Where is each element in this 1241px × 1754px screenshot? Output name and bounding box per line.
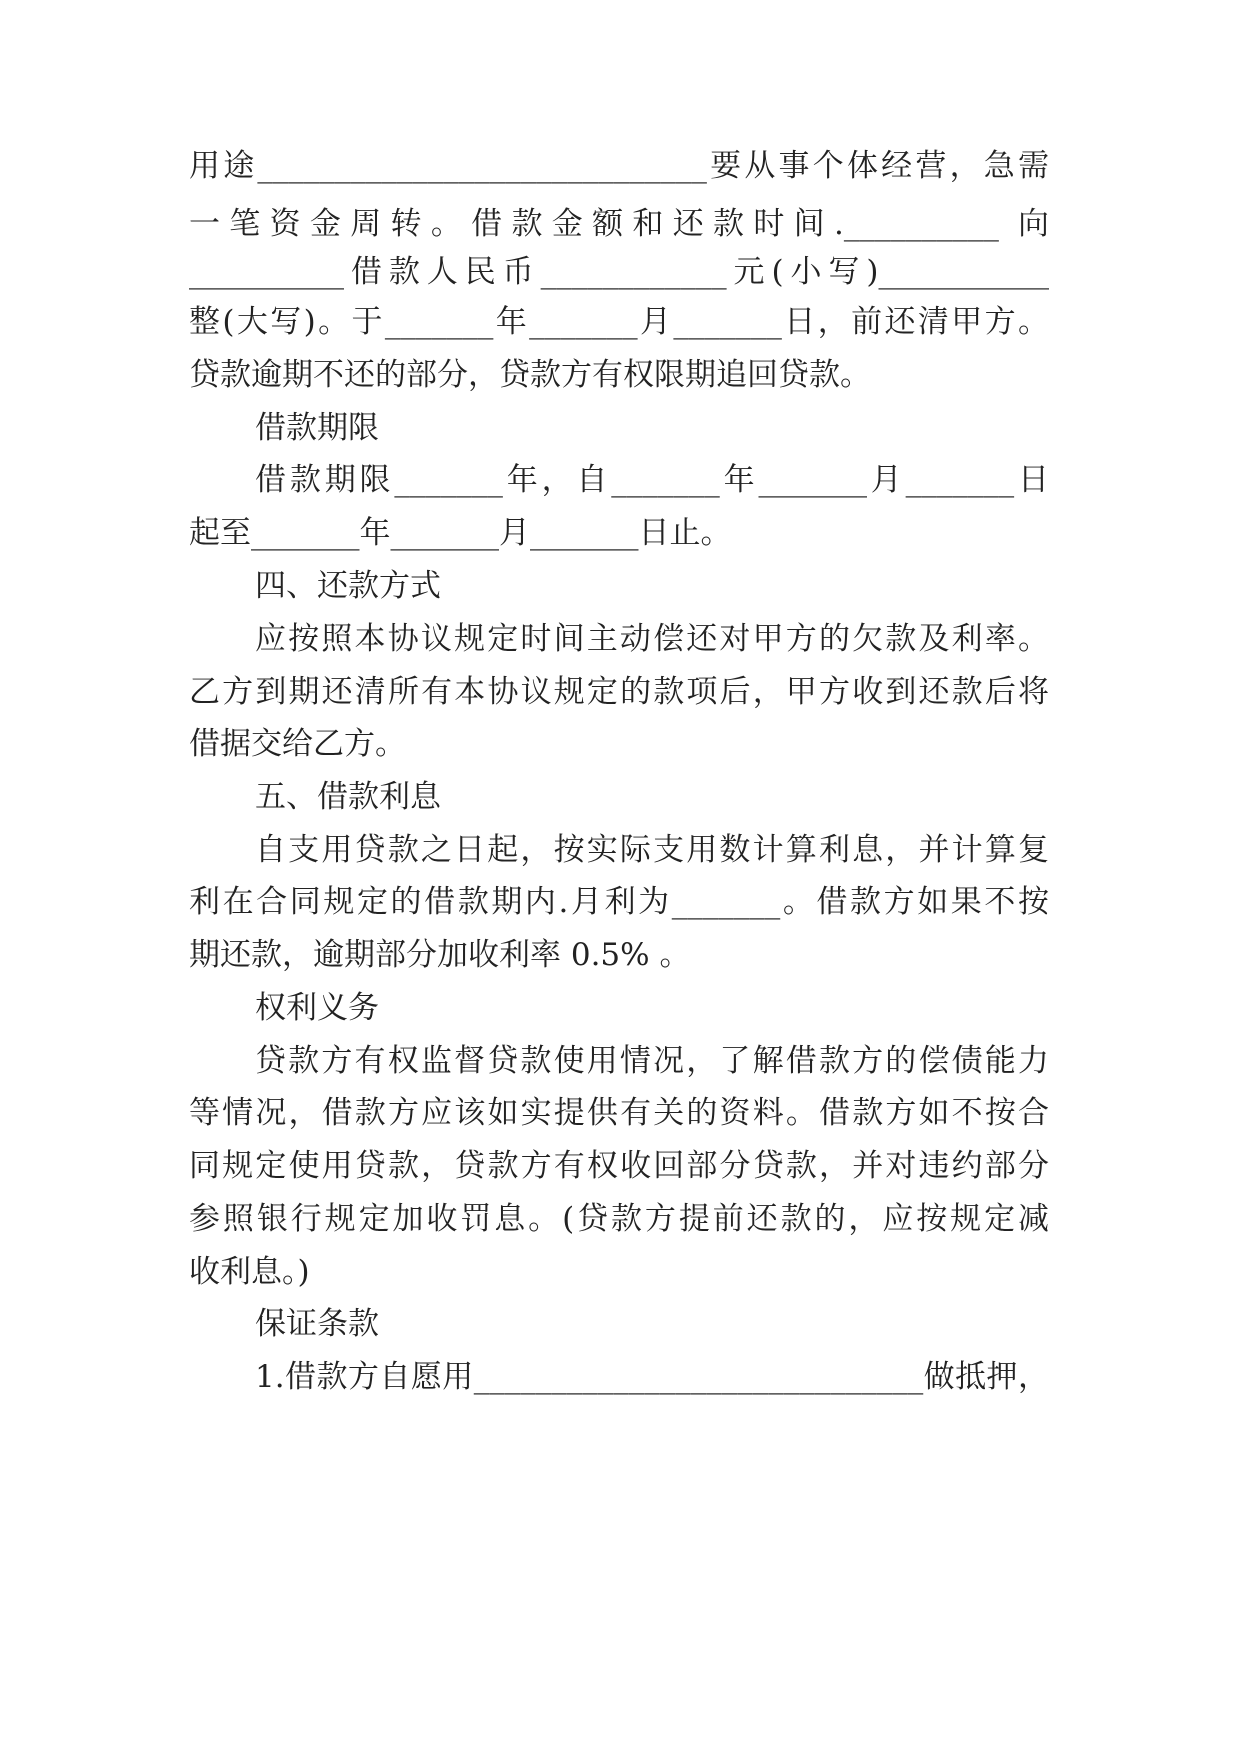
section-heading-loan-term: 借款期限 (255, 410, 379, 446)
section-heading-guarantee: 保证条款 (255, 1306, 379, 1342)
text-line-loan-amount-time: 一笔资金周转。借款金额和还款时间.__________ 向 (189, 206, 1049, 242)
text-line-rights-1: 贷款方有权监督贷款使用情况，了解借款方的偿债能力 (255, 1043, 1049, 1079)
text-line-rights-2: 等情况，借款方应该如实提供有关的资料。借款方如不按合 (189, 1095, 1049, 1131)
text-line-overdue-clause: 贷款逾期不还的部分，贷款方有权限期追回贷款。 (189, 357, 871, 393)
text-line-term-end: 起至_______年_______月_______日止。 (189, 515, 732, 551)
text-line-rights-3: 同规定使用贷款，贷款方有权收回部分贷款，并对违约部分 (189, 1148, 1049, 1184)
text-line-interest-1: 自支用贷款之日起，按实际支用数计算利息，并计算复 (255, 832, 1049, 868)
section-heading-rights: 权利义务 (255, 990, 379, 1026)
text-line-purpose: 用途_____________________________要从事个体经营，急需 (189, 148, 1049, 184)
text-line-guarantee-1: 1.借款方自愿用_____________________________做抵押， (255, 1359, 1049, 1395)
text-line-repay-date: 整(大写)。于_______年_______月_______日，前还清甲方。 (189, 304, 1049, 340)
section-heading-repayment: 四、还款方式 (255, 568, 441, 604)
text-line-interest-3: 期还款，逾期部分加收利率 0.5% 。 (189, 937, 691, 973)
section-heading-interest: 五、借款利息 (255, 779, 441, 815)
text-line-term-start: 借款期限_______年，自_______年_______月_______日 (255, 462, 1049, 498)
text-line-repayment-1: 应按照本协议规定时间主动偿还对甲方的欠款及利率。 (255, 621, 1049, 657)
text-line-amount-fields: __________借款人民币____________元(小写)___________ (189, 254, 1049, 290)
text-line-repayment-3: 借据交给乙方。 (189, 726, 406, 762)
text-line-rights-4: 参照银行规定加收罚息。(贷款方提前还款的，应按规定减 (189, 1201, 1049, 1237)
text-line-interest-2: 利在合同规定的借款期内.月利为_______。借款方如果不按 (189, 884, 1049, 920)
text-line-repayment-2: 乙方到期还清所有本协议规定的款项后，甲方收到还款后将 (189, 674, 1049, 710)
text-line-rights-5: 收利息。) (189, 1254, 310, 1290)
